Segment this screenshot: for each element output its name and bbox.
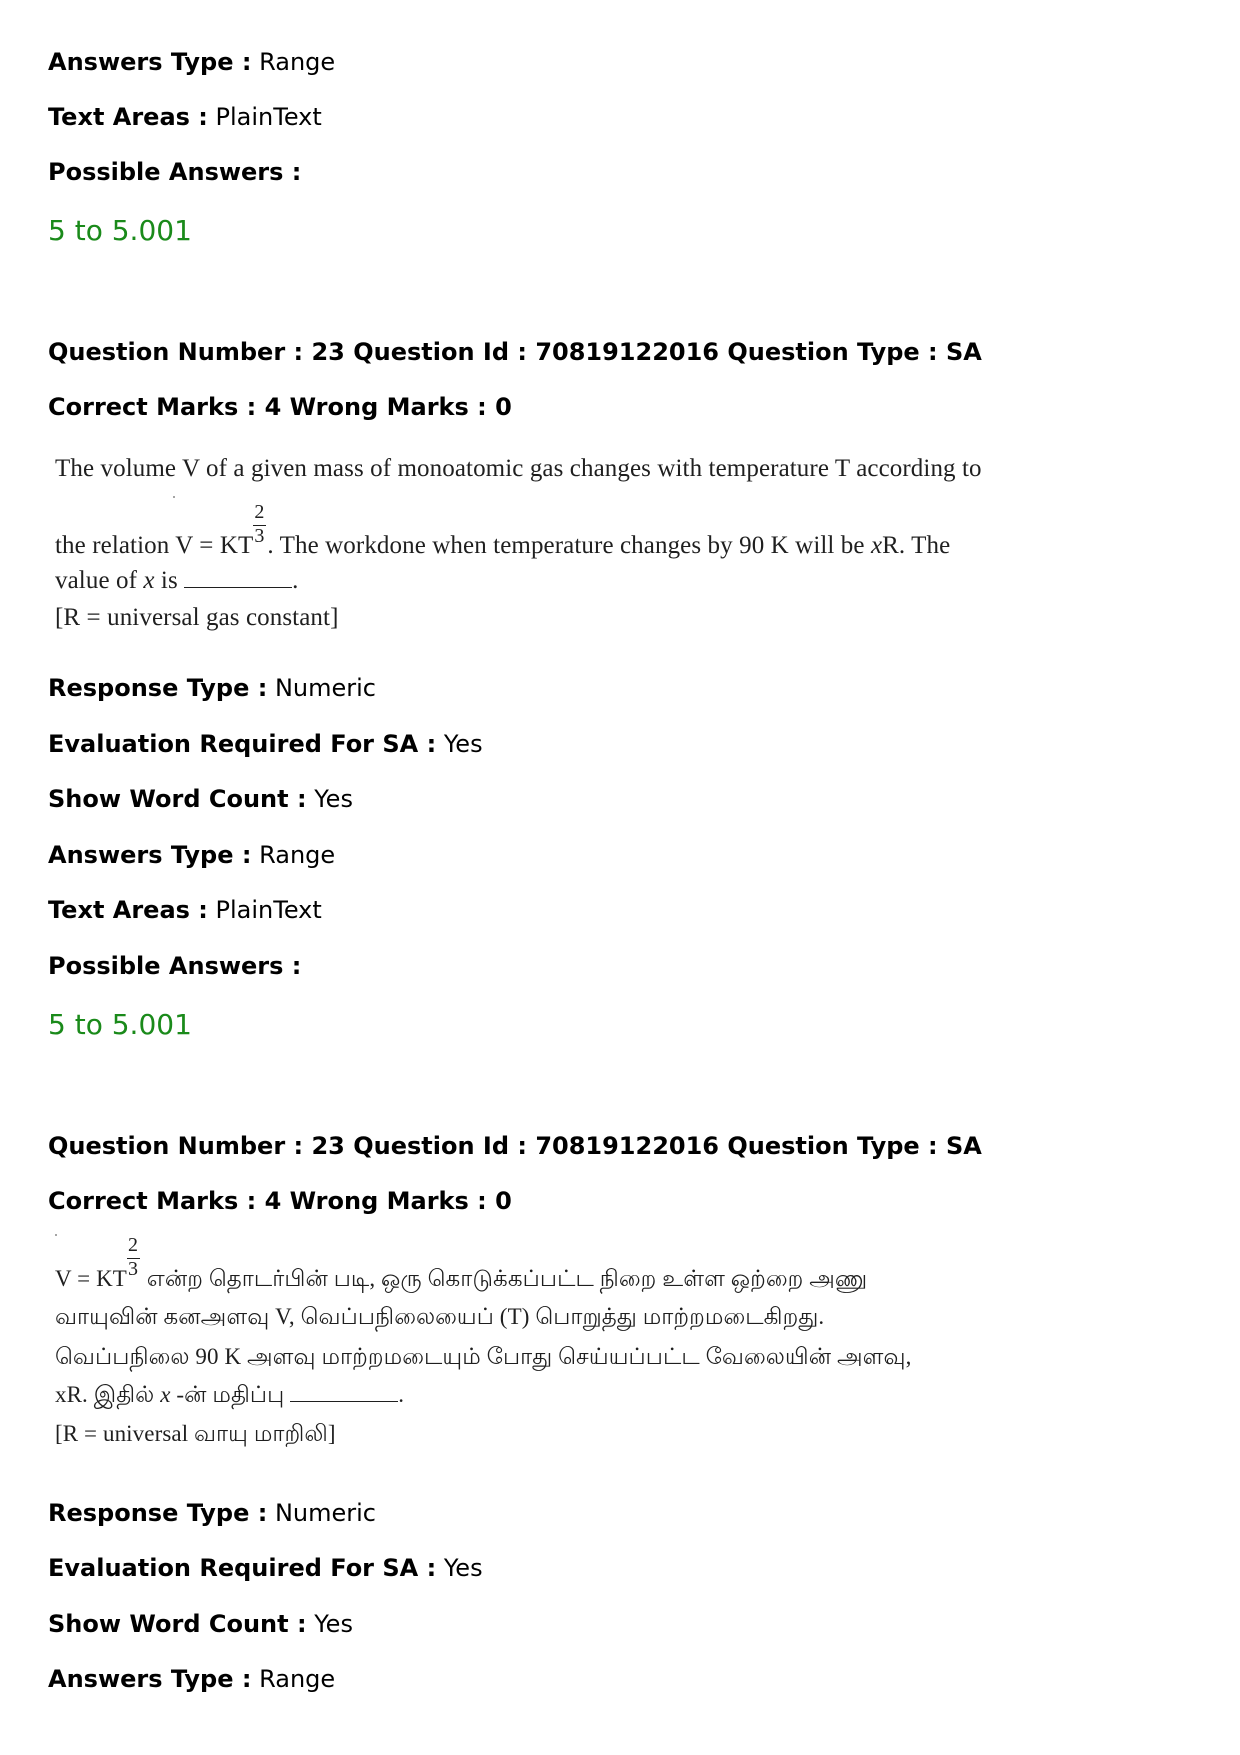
- question-line-4: [R = universal gas constant]: [55, 604, 339, 631]
- answers-type-label: Answers Type :: [48, 1665, 252, 1693]
- question-line-4: xR. இதில் x -ன் மதிப்பு .: [55, 1382, 405, 1407]
- evaluation-label: Evaluation Required For SA :: [48, 730, 437, 758]
- response-type-row: [48, 673, 376, 703]
- response-type-row: [48, 1498, 376, 1528]
- answers-type-value: Range: [259, 48, 336, 76]
- evaluation-row: [48, 729, 483, 759]
- question-line-2: வாயுவின் கனஅளவு V, வெப்பநிலையைப் (T) பொறுத்து மாற்றமடைகிறது.: [55, 1304, 825, 1329]
- possible-answers-row: [48, 157, 301, 187]
- response-type-label: Response Type :: [48, 674, 268, 702]
- word-count-label: Show Word Count :: [48, 1610, 307, 1638]
- answers-type-value: Range: [259, 841, 336, 869]
- text-areas-row: [48, 895, 322, 925]
- word-count-row: [48, 1609, 353, 1639]
- answers-type-row: [48, 47, 335, 77]
- text-areas-label: Text Areas :: [48, 103, 208, 131]
- text-areas-label: Text Areas :: [48, 896, 208, 924]
- word-count-row: [48, 784, 353, 814]
- question-header: Question Number : 23 Question Id : 70819122016 Question Type : SA: [48, 338, 982, 366]
- stray-dot: [55, 1234, 57, 1236]
- word-count-value: Yes: [314, 1610, 353, 1638]
- question-line-2: the relation V = KT $\frac{2}{3}$ . The workdone when temperature changes by 90 K will be xR. The: [55, 501, 951, 559]
- question-line-3: value of x is .: [55, 567, 299, 594]
- text-areas-value: PlainText: [215, 103, 322, 131]
- evaluation-value: Yes: [443, 730, 483, 758]
- possible-answers-label: Possible Answers :: [48, 952, 302, 980]
- answers-type-label: Answers Type :: [48, 48, 252, 76]
- question-marks: Correct Marks : 4 Wrong Marks : 0: [48, 1187, 512, 1215]
- word-count-label: Show Word Count :: [48, 785, 307, 813]
- question-line-3: வெப்பநிலை 90 K அளவு மாற்றமடையும் போது செய்யப்பட்ட வேலையின் அளவு,: [55, 1344, 912, 1369]
- answer-blank: [184, 567, 292, 588]
- text-areas-value: PlainText: [215, 896, 322, 924]
- question-line-1: The volume V of a given mass of monoatomic gas changes with temperature T according to: [55, 455, 982, 482]
- evaluation-row: [48, 1553, 483, 1583]
- answers-type-value: Range: [259, 1665, 336, 1693]
- question-line-5: [R = universal வாயு மாறிலி]: [55, 1421, 336, 1446]
- response-type-value: Numeric: [274, 674, 376, 702]
- answer-blank: [290, 1381, 398, 1402]
- exponent-fraction: $\frac{2}{3}$: [254, 501, 265, 547]
- question-marks: Correct Marks : 4 Wrong Marks : 0: [48, 393, 512, 421]
- possible-answers-value: 5 to 5.001: [48, 214, 192, 247]
- answers-type-label: Answers Type :: [48, 841, 252, 869]
- possible-answers-row: [48, 951, 301, 981]
- answers-type-row: [48, 840, 335, 870]
- response-type-value: Numeric: [274, 1499, 376, 1527]
- possible-answers-value: 5 to 5.001: [48, 1008, 192, 1041]
- text-areas-row: [48, 102, 322, 132]
- question-line-1: V = KT $\frac{2}{3}$ என்ற தொடர்பின் படி, ஒரு கொடுக்கப்பட்ட நிறை உள்ள ஒற்றை அணு: [55, 1264, 867, 1294]
- stray-dot: [173, 496, 175, 498]
- question-header: Question Number : 23 Question Id : 70819122016 Question Type : SA: [48, 1132, 982, 1160]
- question-text-english: [55, 454, 982, 644]
- question-text-tamil: [55, 1234, 955, 1464]
- evaluation-value: Yes: [443, 1554, 483, 1582]
- response-type-label: Response Type :: [48, 1499, 268, 1527]
- possible-answers-label: Possible Answers :: [48, 158, 302, 186]
- answers-type-row: [48, 1664, 335, 1694]
- word-count-value: Yes: [314, 785, 353, 813]
- exponent-fraction: $\frac{2}{3}$: [127, 1234, 139, 1280]
- evaluation-label: Evaluation Required For SA :: [48, 1554, 437, 1582]
